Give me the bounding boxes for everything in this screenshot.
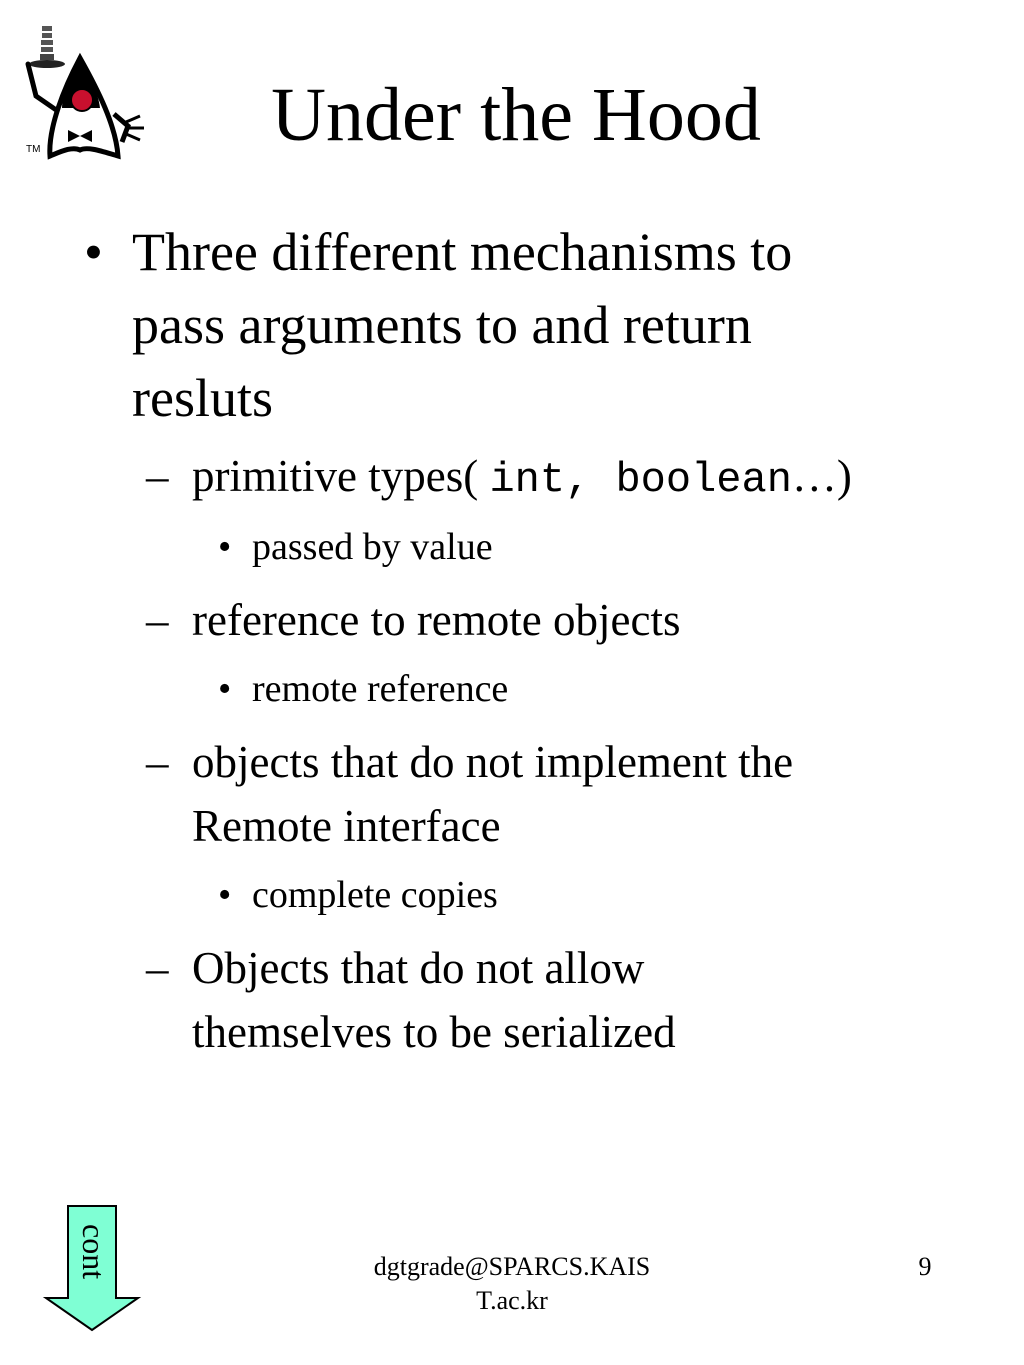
text-suffix: …) xyxy=(791,451,852,501)
bullet-line: Three different mechanisms to xyxy=(132,222,793,282)
bullet-marker: • xyxy=(84,222,103,282)
sub-bullet-text xyxy=(192,444,852,512)
dash-marker: – xyxy=(146,595,169,645)
footer-email-line: dgtgrade@SPARCS.KAIS xyxy=(373,1252,651,1281)
continue-label[interactable]: cont xyxy=(76,1224,112,1280)
text-prefix: primitive types( xyxy=(192,451,490,501)
detail-text: passed by value xyxy=(252,526,493,568)
bullet-marker: • xyxy=(218,874,232,916)
sub-bullet-text xyxy=(192,730,793,858)
bullet-line: resluts xyxy=(132,368,273,428)
svg-text:TM: TM xyxy=(26,144,41,155)
sub-bullet-line: Objects that do not allow xyxy=(192,943,645,993)
bullet-marker: • xyxy=(218,526,232,568)
dash-marker: – xyxy=(146,451,169,501)
dash-marker: – xyxy=(146,737,169,787)
bullet-line: pass arguments to and return xyxy=(132,295,752,355)
sub-bullet-text: reference to remote objects xyxy=(192,595,681,645)
sub-bullet-line: objects that do not implement the xyxy=(192,737,794,787)
slide-title: Under the Hood xyxy=(271,73,761,157)
footer-email-line: T.ac.kr xyxy=(476,1286,548,1315)
dash-marker: – xyxy=(146,943,169,993)
bullet-text xyxy=(132,216,792,435)
page-number: 9 xyxy=(918,1252,932,1281)
footer-email xyxy=(340,1250,684,1318)
sub-bullet-text xyxy=(192,936,676,1064)
sub-bullet-line: Remote interface xyxy=(192,801,501,851)
bullet-marker: • xyxy=(218,668,232,710)
code-types: int, boolean xyxy=(489,456,792,504)
detail-text: complete copies xyxy=(252,874,498,916)
detail-text: remote reference xyxy=(252,668,509,710)
sub-bullet-line: themselves to be serialized xyxy=(192,1007,676,1057)
